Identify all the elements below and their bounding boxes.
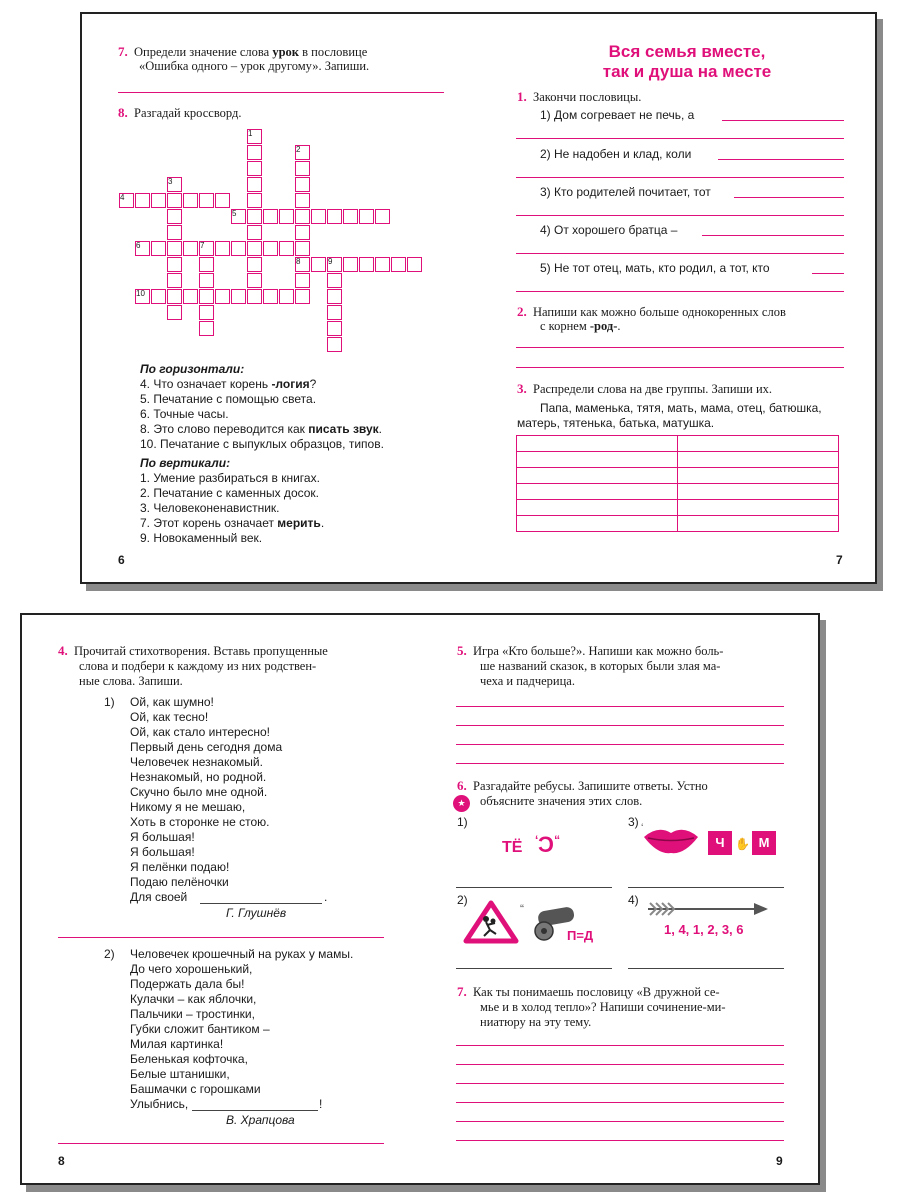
answer-table[interactable]: [516, 435, 839, 532]
task-4-text-line3: ные слова. Запиши.: [79, 674, 183, 688]
crossword-cell[interactable]: [263, 289, 278, 304]
crossword-cell[interactable]: [295, 289, 310, 304]
task-7-text-line2: мье и в холод тепло»? Напиши сочинение-ми-: [480, 1000, 726, 1014]
crossword-cell[interactable]: [247, 209, 262, 224]
poem-line: Человечек незнакомый.: [130, 755, 263, 769]
crossword-cell[interactable]: [279, 209, 294, 224]
task-4-text: 4. Прочитай стихотворения. Вставь пропущенные: [58, 643, 328, 658]
crossword-number: 4: [120, 193, 125, 202]
task-6-text: 6. Разгадайте ребусы. Запишите ответы. Устно: [457, 778, 708, 793]
answer-line[interactable]: [516, 138, 844, 139]
crossword-cell[interactable]: [199, 321, 214, 336]
task-8-text: 8. Разгадай кроссворд.: [118, 105, 242, 120]
clue-down: 9. Новокаменный век.: [140, 531, 263, 545]
crossword-number: 1: [248, 129, 253, 138]
crossword-cell[interactable]: [247, 241, 262, 256]
crossword-cell[interactable]: [167, 193, 182, 208]
rebus-equation: П=Д: [567, 928, 594, 943]
clue-across: 6. Точные часы.: [140, 407, 229, 421]
poem-line: До чего хорошенький,: [130, 962, 253, 976]
crossword-cell[interactable]: [167, 209, 182, 224]
crossword-number: 10: [136, 289, 145, 298]
answer-line[interactable]: [456, 706, 784, 707]
poem-line: Скучно было мне одной.: [130, 785, 268, 799]
crossword-cell[interactable]: [327, 209, 342, 224]
clue-across: 5. Печатание с помощью света.: [140, 392, 317, 406]
crossword-number: 8: [296, 257, 301, 266]
arrow-icon: [646, 901, 771, 917]
punct: !: [319, 1097, 323, 1111]
answer-line[interactable]: [516, 215, 844, 216]
spread-pages-6-7: [80, 12, 877, 584]
hands-icon: ✋: [735, 837, 750, 851]
poem-1-author: Г. Глушнёв: [226, 906, 287, 920]
crossword-number: 3: [168, 177, 173, 186]
poem-1-label: 1): [104, 695, 115, 709]
crossword-number: 7: [200, 241, 205, 250]
answer-line[interactable]: [516, 291, 844, 292]
task-7-text-line3: ниатюру на эту тему.: [480, 1015, 592, 1029]
poem-line: Хоть в сторонке не стою.: [130, 815, 270, 829]
lips-icon: [640, 821, 702, 861]
poem-line: Я большая!: [130, 845, 195, 859]
answer-line[interactable]: [456, 1045, 784, 1046]
poem-1: [130, 695, 282, 890]
crossword-cell[interactable]: [247, 289, 262, 304]
crossword-cell[interactable]: [247, 225, 262, 240]
poem-line: Башмачки с горошками: [130, 1082, 261, 1096]
rebus-1-label: 1): [457, 815, 468, 829]
clue-down: 7. Этот корень означает мерить.: [140, 516, 325, 530]
keyword-lesson: урок: [272, 45, 299, 59]
task-6-text-line2: объясните значения этих слов.: [480, 794, 643, 808]
crossword-cell[interactable]: [327, 321, 342, 336]
svg-text:‘: ‘: [641, 822, 644, 834]
rebus-answer-line[interactable]: [456, 968, 612, 969]
rebus-2-label: 2): [457, 893, 468, 907]
poem-2-label: 2): [104, 947, 115, 961]
proverb-item: 1) Дом согревает не печь, а: [540, 108, 695, 122]
answer-line[interactable]: [702, 235, 844, 236]
crossword-cell[interactable]: [327, 305, 342, 320]
crossword-cell[interactable]: [311, 257, 326, 272]
poem-line: Подержать дала бы!: [130, 977, 245, 991]
task-5-text: 5. Игра «Кто больше?». Напиши как можно боль-: [457, 643, 724, 658]
page-number: 8: [58, 1154, 65, 1168]
poem-line: Милая картинка!: [130, 1037, 224, 1051]
crossword-number: 6: [136, 241, 141, 250]
page-number: 7: [836, 553, 843, 567]
task-number: 7.: [118, 44, 128, 59]
rebus-letter: ‘С“: [534, 832, 561, 857]
crossword-cell[interactable]: [295, 161, 310, 176]
crossword-cell[interactable]: [375, 209, 390, 224]
page-title: Вся семья вместе, так и душа на месте: [602, 42, 772, 81]
answer-line[interactable]: [456, 763, 784, 764]
crossword-cell[interactable]: [327, 273, 342, 288]
crossword-cell[interactable]: [247, 193, 262, 208]
crossword-cell[interactable]: [359, 257, 374, 272]
rebus-3-label: 3): [628, 815, 639, 829]
task-2-text-line2: с корнем -род-.: [540, 319, 621, 333]
crossword-cell[interactable]: [247, 257, 262, 272]
answer-line[interactable]: [456, 744, 784, 745]
rebus-answer-line[interactable]: [628, 968, 784, 969]
proverb-item: 3) Кто родителей почитает, тот: [540, 185, 711, 199]
clue-across: 10. Печатание с выпуклых образцов, типов.: [140, 437, 384, 451]
crossword-cell[interactable]: [295, 273, 310, 288]
blank-line[interactable]: [200, 903, 322, 904]
crossword-number: 9: [328, 257, 333, 266]
poem-line: Ой, как стало интересно!: [130, 725, 271, 739]
poem-line: Белые штанишки,: [130, 1067, 230, 1081]
answer-line[interactable]: [456, 1083, 784, 1084]
poem-line: Первый день сегодня дома: [130, 740, 283, 754]
clue-down: 3. Человеконенавистник.: [140, 501, 280, 515]
poem-line: Ой, как тесно!: [130, 710, 209, 724]
crossword-cell[interactable]: [183, 289, 198, 304]
crossword-cell[interactable]: [375, 257, 390, 272]
crossword-cell[interactable]: [391, 257, 406, 272]
answer-line[interactable]: [456, 1064, 784, 1065]
quote-mark: “: [520, 902, 524, 916]
crossword-cell[interactable]: [343, 257, 358, 272]
poem-line: Кулачки – как яблочки,: [130, 992, 257, 1006]
crossword-cell[interactable]: [231, 241, 246, 256]
star-badge-icon: ★: [453, 795, 470, 812]
crossword-cell[interactable]: [295, 193, 310, 208]
crossword-cell[interactable]: [407, 257, 422, 272]
crossword-cell[interactable]: [359, 209, 374, 224]
rebus-syllable: ТЁ: [502, 839, 523, 856]
answer-line[interactable]: [516, 347, 844, 348]
letter-block: Ч: [708, 831, 732, 855]
crossword-cell[interactable]: [247, 273, 262, 288]
crossword-cell[interactable]: [327, 289, 342, 304]
clue-across: 4. Что означает корень -логия?: [140, 377, 317, 391]
crossword-cell[interactable]: [167, 257, 182, 272]
crossword-cell[interactable]: [183, 241, 198, 256]
answer-line[interactable]: [58, 937, 384, 938]
crossword-cell[interactable]: [263, 241, 278, 256]
clue-down: 1. Умение разбираться в книгах.: [140, 471, 320, 485]
crossword-cell[interactable]: [215, 193, 230, 208]
across-header: По горизонтали:: [140, 362, 245, 376]
crossword-cell[interactable]: [199, 273, 214, 288]
crossword-cell[interactable]: [343, 209, 358, 224]
crossword-cell[interactable]: [279, 241, 294, 256]
crossword-cell[interactable]: [151, 193, 166, 208]
crossword-cell[interactable]: [199, 257, 214, 272]
word-list-line2: матерь, тятенька, батька, матушка.: [517, 416, 715, 430]
answer-line[interactable]: [456, 1121, 784, 1122]
poem-2-last-line: Улыбнись,: [130, 1097, 189, 1111]
crossword-cell[interactable]: [183, 193, 198, 208]
proverb-item: 2) Не надобен и клад, коли: [540, 147, 692, 161]
poem-line: Подаю пелёночки: [130, 875, 229, 889]
page-number: 6: [118, 553, 125, 567]
crossword-cell[interactable]: [295, 241, 310, 256]
poem-line: Ой, как шумно!: [130, 695, 214, 709]
answer-line[interactable]: [516, 177, 844, 178]
crossword-number: 5: [232, 209, 237, 218]
task-7-text: 7. Как ты понимаешь пословицу «В дружной се-: [457, 984, 720, 999]
rebus-1: [502, 832, 560, 858]
proverb-item: 4) От хорошего братца –: [540, 223, 678, 237]
crossword-cell[interactable]: [199, 305, 214, 320]
word-list: Папа, маменька, тятя, мать, мама, отец, батюшка,: [540, 401, 822, 415]
clue-across: 8. Это слово переводится как писать звук.: [140, 422, 383, 436]
down-clues: [140, 471, 324, 546]
clue-down: 2. Печатание с каменных досок.: [140, 486, 320, 500]
answer-line[interactable]: [456, 1102, 784, 1103]
poem-line: Беленькая кофточка,: [130, 1052, 248, 1066]
answer-line[interactable]: [734, 197, 844, 198]
poem-line: Никому я не мешаю,: [130, 800, 246, 814]
poem-line: Я большая!: [130, 830, 195, 844]
poem-line: Пальчики – тростинки,: [130, 1007, 255, 1021]
poem-1-last-line: Для своей: [130, 890, 188, 904]
crossword-cell[interactable]: [215, 241, 230, 256]
down-header: По вертикали:: [140, 456, 231, 470]
crossword-cell[interactable]: [167, 289, 182, 304]
proverb-item: 5) Не тот отец, мать, кто родил, а тот, кто: [540, 261, 770, 275]
rebus-answer-line[interactable]: [456, 887, 612, 888]
answer-line[interactable]: [812, 273, 844, 274]
answer-line[interactable]: [516, 253, 844, 254]
crossword-cell[interactable]: [295, 209, 310, 224]
crossword-number: 2: [296, 145, 301, 154]
crossword-cell[interactable]: [199, 289, 214, 304]
crossword-cell[interactable]: [231, 289, 246, 304]
rebus-answer-line[interactable]: [628, 887, 784, 888]
answer-line[interactable]: [456, 725, 784, 726]
task-2-text: 2. Напиши как можно больше однокоренных слов: [517, 304, 786, 319]
page-number: 9: [776, 1154, 783, 1168]
crossword-cell[interactable]: [135, 193, 150, 208]
answer-line[interactable]: [456, 1140, 784, 1141]
answer-line[interactable]: [718, 159, 844, 160]
crossword-cell[interactable]: [279, 289, 294, 304]
poem-2: [130, 962, 270, 1097]
crossword-cell[interactable]: [215, 289, 230, 304]
crossword-cell[interactable]: [247, 145, 262, 160]
task-3-text: 3. Распредели слова на две группы. Запиши их.: [517, 381, 773, 396]
across-clues: [140, 377, 384, 452]
task-7-proverb: «Ошибка одного – урок другому». Запиши.: [139, 59, 370, 73]
crossword-cell[interactable]: [167, 225, 182, 240]
crossword-cell[interactable]: [247, 161, 262, 176]
crossword-cell[interactable]: [327, 337, 342, 352]
crossword-cell[interactable]: [295, 225, 310, 240]
answer-line[interactable]: [516, 367, 844, 368]
letter-block: М: [752, 831, 776, 855]
crossword-cell[interactable]: [263, 209, 278, 224]
warning-sign-icon: [462, 899, 520, 945]
crossword-cell[interactable]: [199, 193, 214, 208]
spread-pages-8-9: [20, 613, 820, 1185]
rebus-4-label: 4): [628, 893, 639, 907]
crossword-cell[interactable]: [151, 289, 166, 304]
answer-line[interactable]: [722, 120, 844, 121]
punct: .: [324, 890, 328, 904]
task-4-text-line2: слова и подбери к каждому из них родствен-: [79, 659, 317, 673]
task-5-text-line3: чеха и падчерица.: [480, 674, 575, 688]
crossword-cell[interactable]: [295, 177, 310, 192]
blank-line[interactable]: [192, 1110, 318, 1111]
poem-2-first-line: Человечек крошечный на руках у мамы.: [130, 947, 354, 961]
answer-line[interactable]: [58, 1143, 384, 1144]
poem-2-author: В. Храпцова: [226, 1113, 295, 1127]
crossword-grid[interactable]: [82, 14, 482, 374]
crossword-cell[interactable]: [247, 177, 262, 192]
crossword-cell[interactable]: [151, 241, 166, 256]
task-1-text: 1. Закончи пословицы.: [517, 89, 642, 104]
poem-line: Я пелёнки подаю!: [130, 860, 230, 874]
crossword-cell[interactable]: [311, 209, 326, 224]
poem-line: Незнакомый, но родной.: [130, 770, 267, 784]
crossword-cell[interactable]: [167, 273, 182, 288]
rebus-digits: 1, 4, 1, 2, 3, 6: [664, 922, 744, 937]
task-5-text-line2: ше названий сказок, в которых были злая ма-: [480, 659, 721, 673]
crossword-cell[interactable]: [167, 241, 182, 256]
poem-line: Губки сложит бантиком –: [130, 1022, 270, 1036]
crossword-cell[interactable]: [167, 305, 182, 320]
task-7-text: 7. Определи значение слова урок в пословице: [118, 44, 368, 59]
